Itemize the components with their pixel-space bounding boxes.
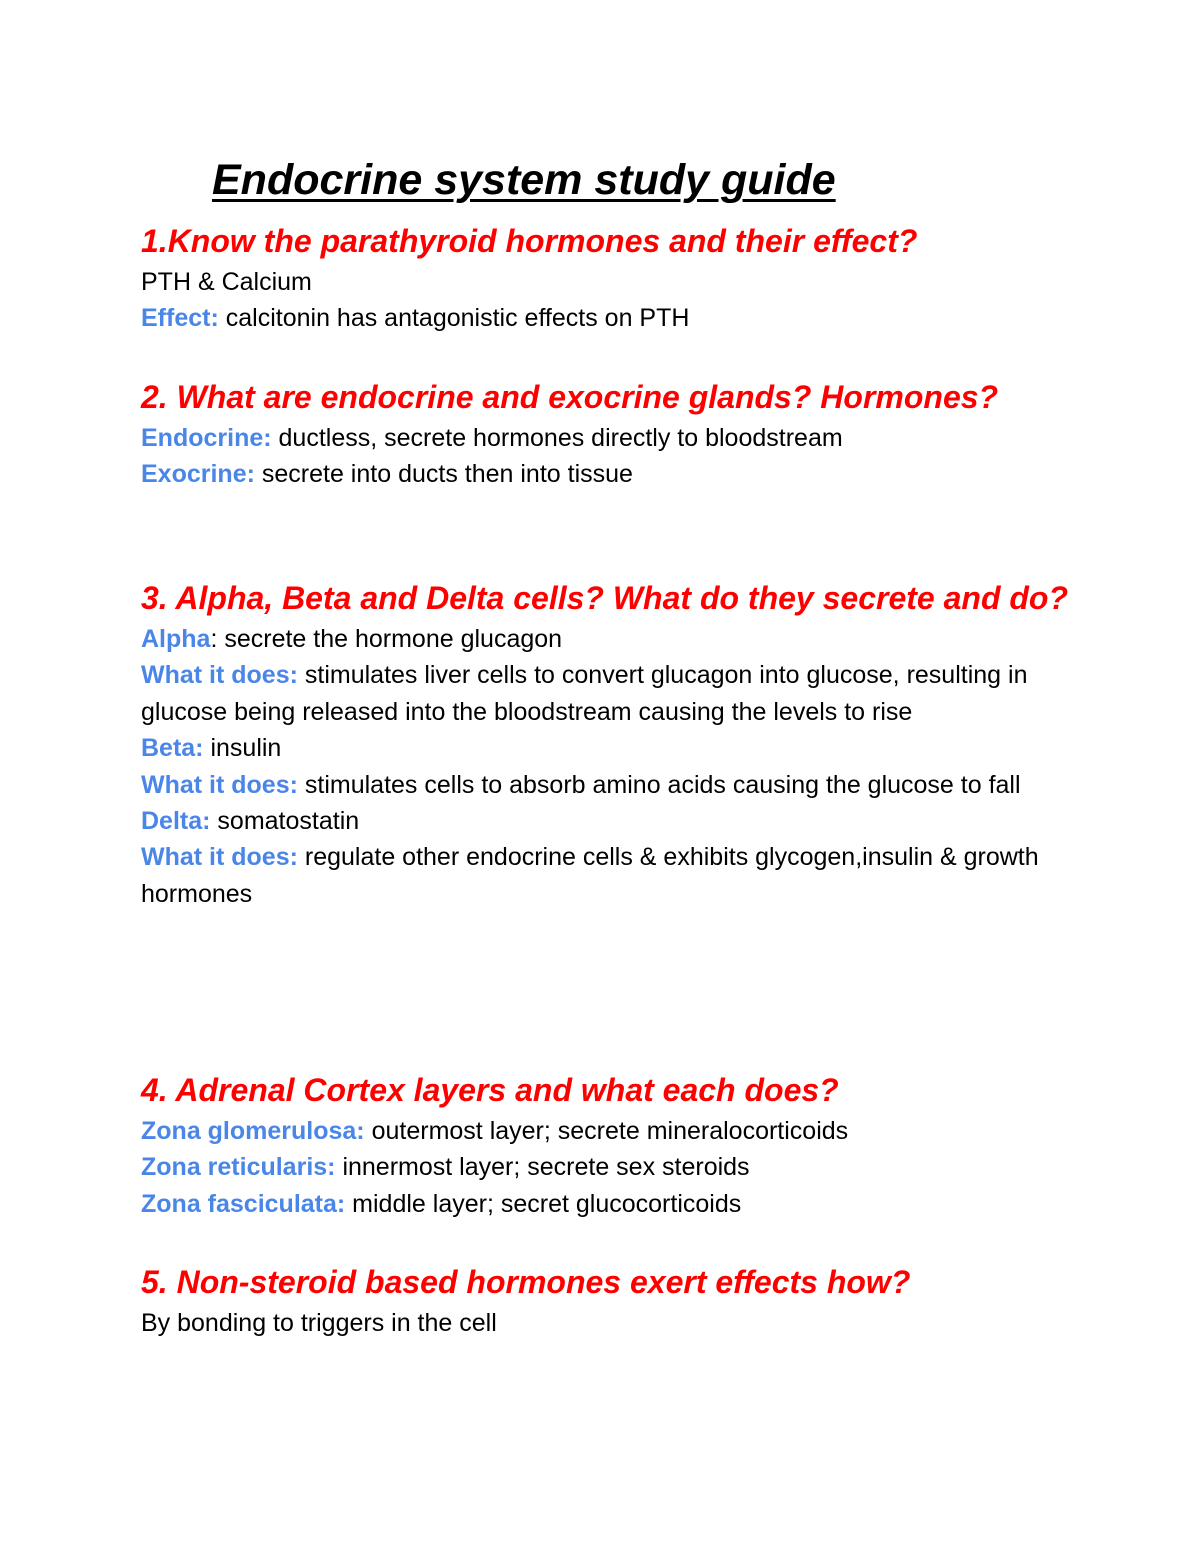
section-4: [141, 1067, 1081, 1222]
section-5: [141, 1259, 1081, 1341]
answer-text: stimulates liver cells to convert glucagon into glucose, resulting in glucose being released into the bloodstream causing the levels to rise: [141, 661, 1028, 726]
answer-label: What it does:: [141, 843, 298, 872]
answer-text: ductless, secrete hormones directly to bloodstream: [271, 424, 843, 452]
answer-label: What it does:: [141, 770, 298, 799]
question-1: 1.Know the parathyroid hormones and their effect?: [141, 223, 918, 259]
answer-line: [141, 1113, 1081, 1149]
question-3: 3. Alpha, Beta and Delta cells? What do they secrete and do?: [141, 580, 1069, 616]
question-2: 2. What are endocrine and exocrine glands? Hormones?: [141, 379, 999, 415]
answer-label: Endocrine:: [141, 424, 272, 452]
answer-label: What it does:: [141, 661, 298, 690]
question-4: 4. Adrenal Cortex layers and what each does?: [141, 1072, 839, 1108]
answer-text: calcitonin has antagonistic effects on PTH: [218, 304, 690, 333]
answer-text: insulin: [203, 734, 282, 763]
answer-label: Zona glomerulosa:: [141, 1117, 365, 1145]
answer-label: Zona fasciculata:: [141, 1189, 346, 1218]
section-1: [141, 218, 1081, 337]
answer-line: [141, 456, 1081, 492]
answer-label: Effect:: [141, 304, 219, 333]
answer-line: [141, 839, 1081, 912]
section-3: [141, 575, 1081, 912]
section-2: [141, 374, 1081, 493]
answer-text: By bonding to triggers in the cell: [141, 1309, 497, 1337]
answer-label: Delta:: [141, 807, 211, 836]
answer-text: outermost layer; secrete mineralocorticoids: [364, 1117, 849, 1145]
page-title: Endocrine system study guide: [212, 156, 836, 204]
answer-text: somatostatin: [210, 807, 360, 836]
answer-label: Beta:: [141, 734, 204, 763]
answer-line: [141, 1305, 1081, 1341]
answer-label: Exocrine:: [141, 460, 255, 489]
answer-text: PTH & Calcium: [141, 268, 312, 296]
answer-line: [141, 1149, 1081, 1185]
answer-text: regulate other endocrine cells & exhibits glycogen,insulin & growth hormones: [141, 843, 1039, 908]
answer-label: Alpha: [141, 625, 211, 653]
answer-line: [141, 730, 1081, 766]
answer-line: [141, 420, 1081, 456]
answer-line: [141, 803, 1081, 839]
answer-text: : secrete the hormone glucagon: [210, 625, 563, 653]
answer-text: middle layer; secret glucocorticoids: [345, 1189, 742, 1218]
answer-text: innermost layer; secrete sex steroids: [335, 1153, 750, 1182]
answer-text: stimulates cells to absorb amino acids causing the glucose to fall: [297, 770, 1021, 799]
answer-line: [141, 1186, 1081, 1222]
answer-line: [141, 300, 1081, 336]
question-5: 5. Non-steroid based hormones exert effects how?: [141, 1264, 911, 1300]
answer-line: [141, 621, 1081, 657]
answer-line: [141, 264, 1081, 300]
answer-label: Zona reticularis:: [141, 1153, 336, 1182]
answer-line: [141, 767, 1081, 803]
answer-text: secrete into ducts then into tissue: [254, 460, 633, 489]
answer-line: [141, 657, 1081, 730]
